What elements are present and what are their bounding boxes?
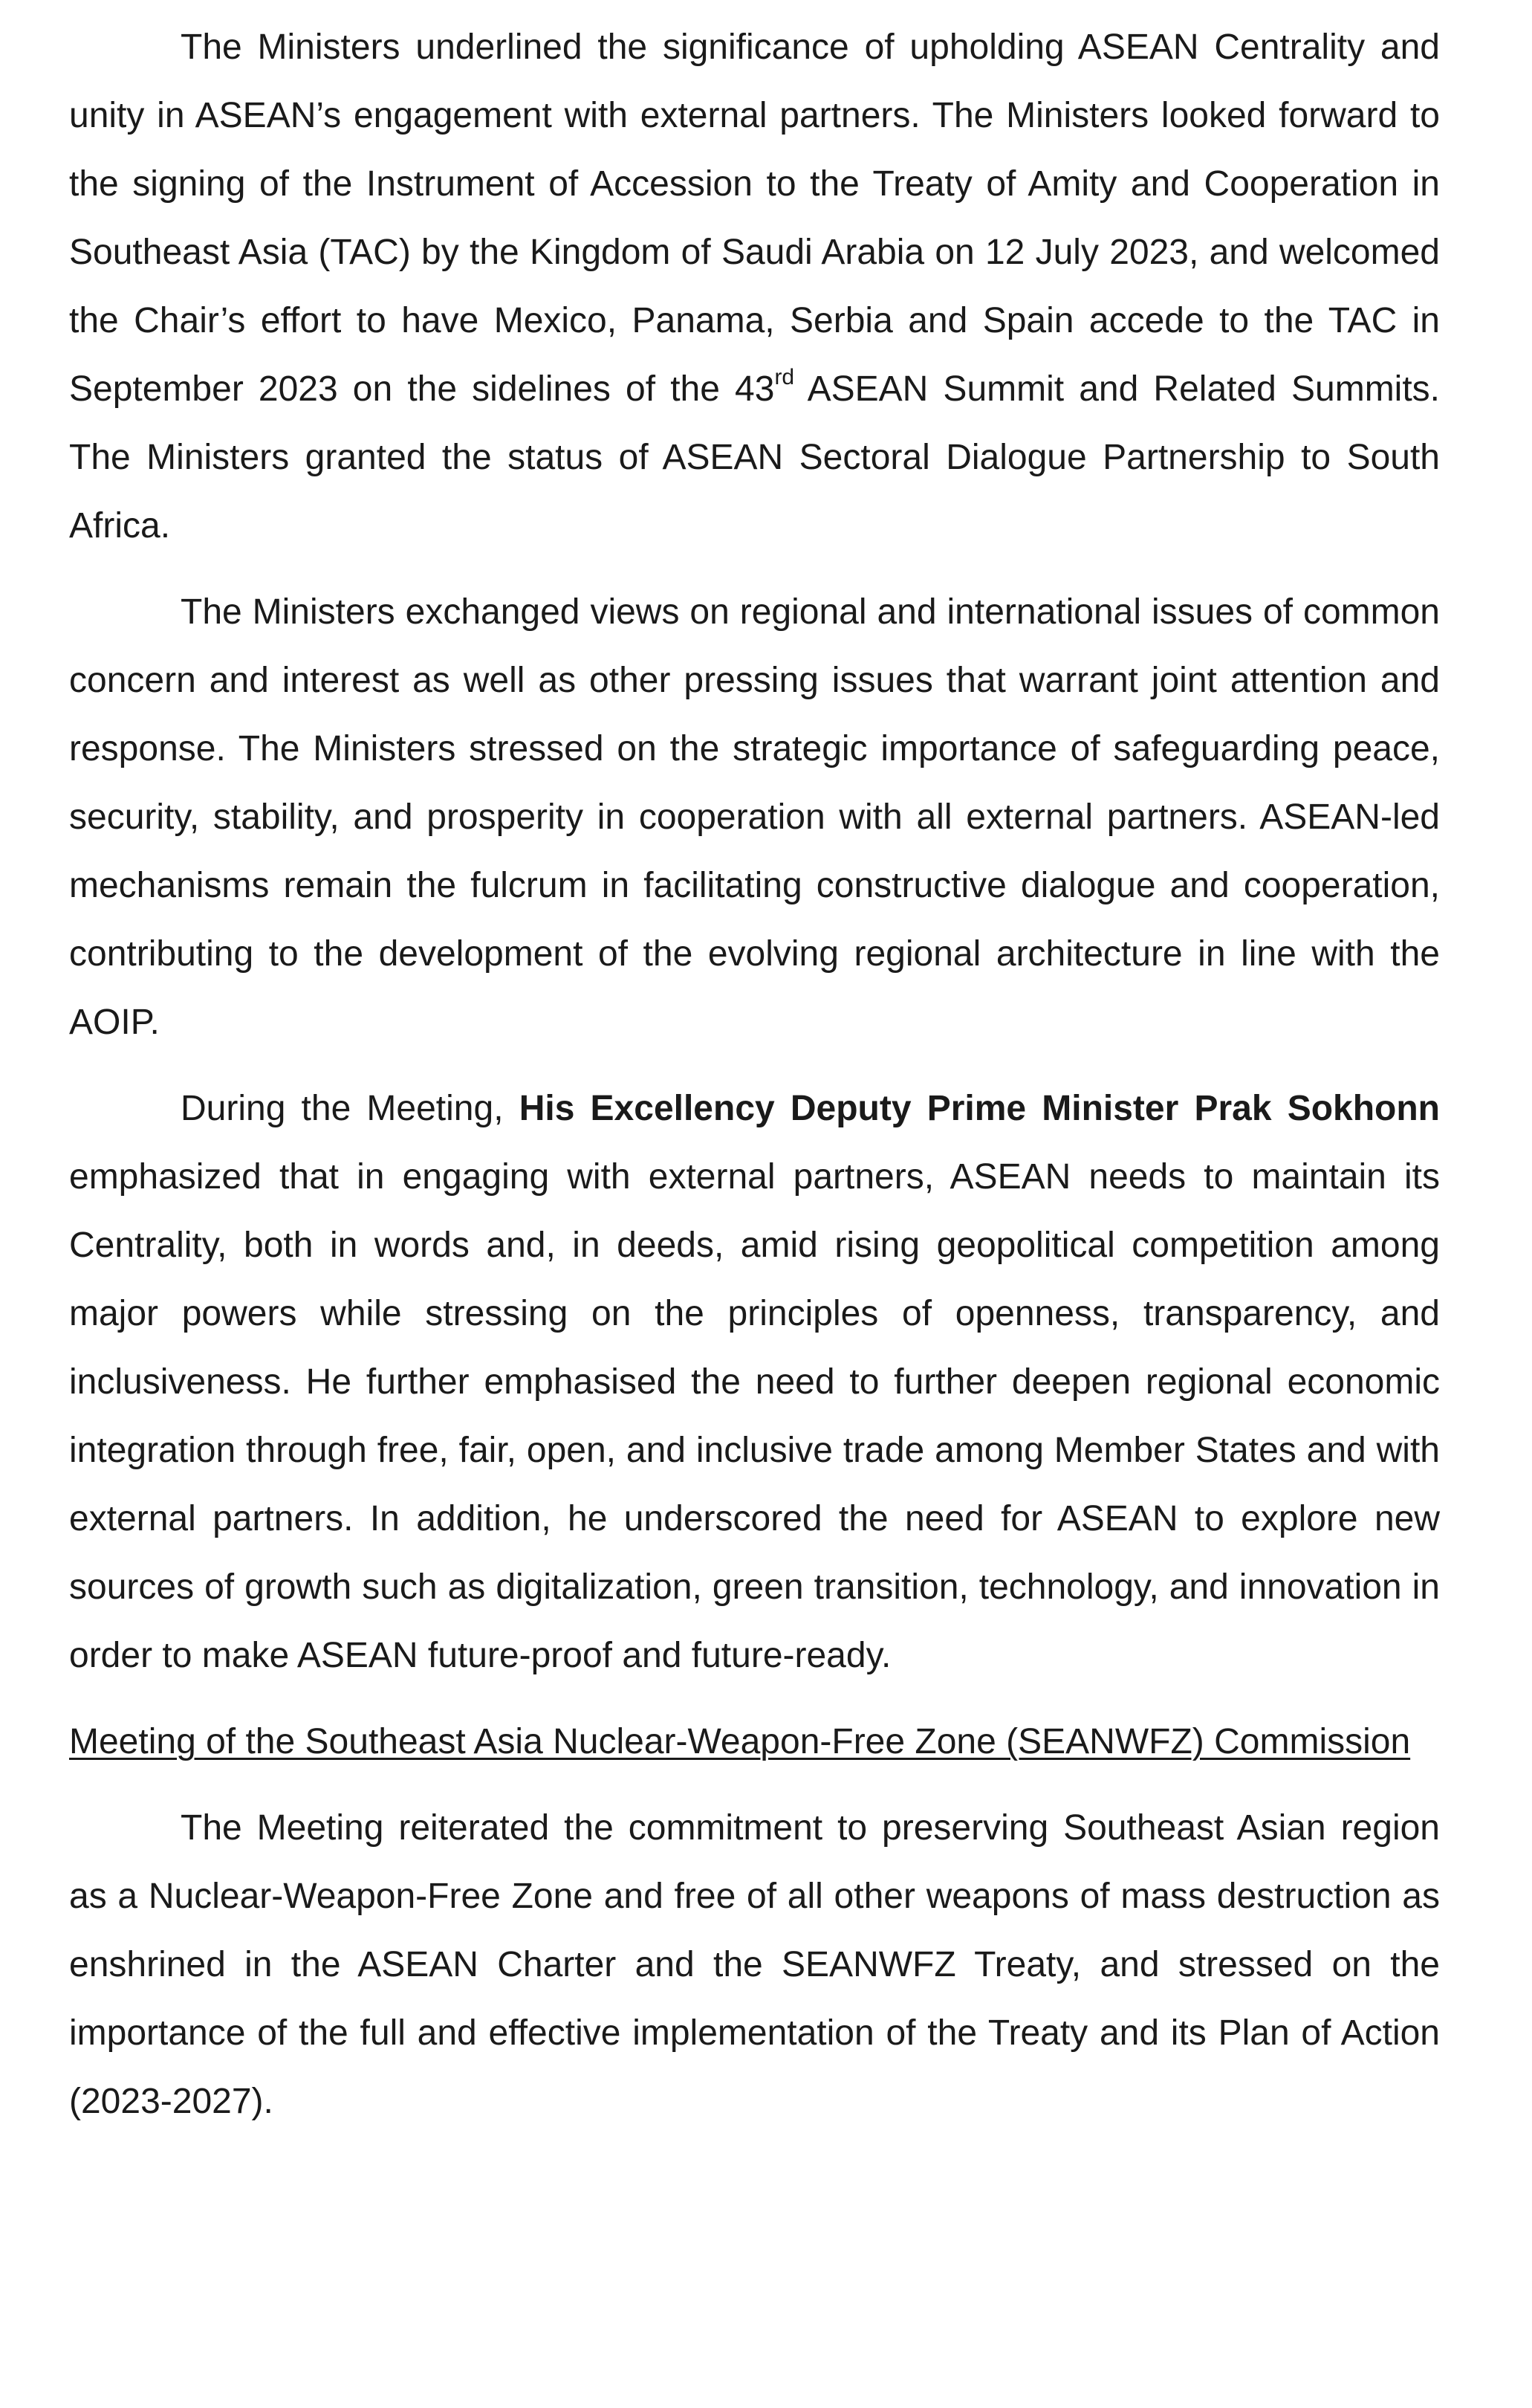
document-page bbox=[69, 13, 1440, 2154]
paragraph-text: emphasized that in engaging with external partners, ASEAN needs to maintain its Centrality, both in words and, in deeds, amid rising geopolitical competition among major powers while stressing on the principles of openness, transparency, and inclusiveness. He further emphasised the need to further deepen regional economic integration through free, fair, open, and inclusive trade among Member States and with external partners. In addition, he underscored the need for ASEAN to explore new sources of growth such as digitalization, green transition, technology, and innovation in order to make ASEAN future-proof and future-ready. bbox=[69, 1157, 1440, 1675]
paragraph-asean-centrality bbox=[69, 13, 1440, 560]
paragraph-text-continued: ASEAN Summit and Related Summits. The Ministers granted the status of ASEAN Sectoral Dialogue Partnership to South Africa. bbox=[69, 369, 1441, 546]
paragraph-regional-issues: The Ministers exchanged views on regional and international issues of common concern and interest as well as other pressing issues that warrant joint attention and response. The Ministers stressed on the strategic importance of safeguarding peace, security, stability, and prosperity in cooperation with all external partners. ASEAN-led mechanisms remain the fulcrum in facilitating constructive dialogue and cooperation, contributing to the development of the evolving regional architecture in line with the AOIP. bbox=[69, 592, 1440, 1042]
section-heading-text: Meeting of the Southeast Asia Nuclear-Weapon-Free Zone (SEANWFZ) Commission bbox=[69, 1722, 1411, 1761]
paragraph-lead-text: During the Meeting, bbox=[181, 1089, 519, 1128]
paragraph-seanwfz-commitment: The Meeting reiterated the commitment to preserving Southeast Asian region as a Nuclear-Weapon-Free Zone and free of all other weapons of mass destruction as enshrined in the ASEAN Charter and the SEANWFZ Treaty, and stressed on the importance of the full and effective implementation of the Treaty and its Plan of Action (2023-2027). bbox=[69, 1808, 1440, 2121]
speaker-name: His Excellency Deputy Prime Minister Prak Sokhonn bbox=[519, 1089, 1440, 1128]
section-heading bbox=[69, 1708, 1440, 1776]
paragraph-text: The Ministers underlined the significance of upholding ASEAN Centrality and unity in ASEAN’s engagement with external partners. The Ministers looked forward to the signing of the Instrument of Accession to the Treaty of Amity and Cooperation in Southeast Asia (TAC) by the Kingdom of Saudi Arabia on 12 July 2023, and welcomed the Chair’s effort to have Mexico, Panama, Serbia and Spain accede to the TAC in September 2023 on the sidelines of the 43 bbox=[69, 27, 1440, 409]
paragraph-deputy-pm-remarks bbox=[69, 1075, 1440, 1690]
ordinal-superscript: rd bbox=[774, 365, 795, 389]
